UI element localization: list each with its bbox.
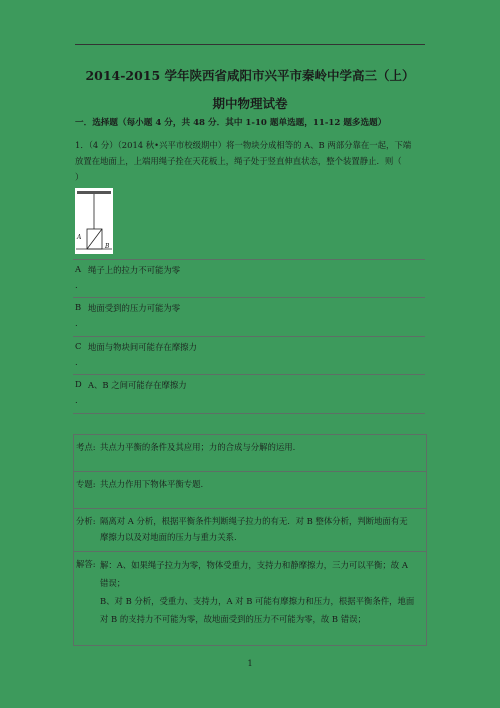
option-dot: . — [75, 280, 78, 290]
fenxi-line: 摩擦力以及对地面的压力与重力关系. — [100, 532, 237, 542]
question-figure — [75, 188, 113, 254]
page-number: 1 — [247, 659, 253, 668]
option-text: 地面受到的压力可能为零 — [88, 303, 181, 313]
jieda-line: B、对 B 分析，受重力、支持力，A 对 B 可能有摩擦力和压力，根据平衡条件，地面 — [100, 596, 415, 606]
jieda-line: 对 B 的支持力不可能为零，故地面受到的压力不可能为零，故 B 错误； — [100, 614, 366, 624]
header-rule — [75, 44, 425, 45]
analysis-row-kaodian — [74, 435, 426, 471]
option-letter: C — [75, 341, 82, 351]
analysis-row-zhuanti — [74, 471, 426, 509]
jieda-line: 解：A、如果绳子拉力为零，物体受重力，支持力和静摩擦力，三力可以平衡；故 A — [100, 560, 408, 570]
option-c[interactable] — [73, 336, 425, 375]
option-d[interactable] — [73, 374, 425, 414]
jieda-line: 错误； — [100, 578, 126, 588]
jieda-text — [100, 556, 424, 628]
option-letter: D — [75, 379, 82, 389]
option-dot: . — [75, 395, 78, 405]
section-heading: 一．选择题（每小题 4 分，共 48 分．其中 1-10 题单选题，11-12 题多选题） — [75, 118, 387, 128]
option-text: 绳子上的拉力不可能为零 — [88, 265, 181, 275]
option-dot: . — [75, 318, 78, 328]
zhuanti-label: 专题: — [76, 479, 96, 489]
block-split-line — [87, 229, 102, 249]
label-b: B — [105, 243, 110, 250]
question-line-2: 放置在地面上，上端用绳子拴在天花板上，绳子处于竖直伸直状态，整个装置静止．则（ — [75, 156, 402, 166]
zhuanti-text: 共点力作用下物体平衡专题. — [100, 479, 204, 489]
analysis-row-jieda — [74, 551, 426, 646]
jieda-label: 解答: — [76, 559, 96, 569]
question-line-3: ） — [75, 172, 84, 182]
question-line-1: 1．（4 分）（2014 秋•兴平市校级期中）将一物块分成相等的 A、B 两部分靠在一起，下端 — [75, 140, 412, 150]
analysis-table — [73, 434, 427, 646]
block-rope-diagram — [75, 188, 113, 254]
fenxi-label: 分析: — [76, 516, 96, 526]
fenxi-line: 隔离对 A 分析，根据平衡条件判断绳子拉力的有无．对 B 整体分析，判断地面有无 — [100, 516, 408, 526]
kaodian-text: 共点力平衡的条件及其应用；力的合成与分解的运用. — [100, 442, 296, 452]
fenxi-text — [100, 513, 424, 545]
kaodian-label: 考点: — [76, 442, 96, 452]
option-a[interactable] — [73, 259, 425, 298]
option-b[interactable] — [73, 297, 425, 336]
page-subtitle: 期中物理试卷 — [212, 96, 288, 111]
analysis-row-fenxi — [74, 508, 426, 552]
question-text — [75, 137, 425, 185]
ceiling — [77, 191, 111, 194]
option-dot: . — [75, 357, 78, 367]
option-letter: B — [75, 302, 82, 312]
page-title: 2014-2015 学年陕西省咸阳市兴平市秦岭中学高三（上） — [85, 68, 415, 83]
option-text: 地面与物块间可能存在摩擦力 — [88, 342, 197, 352]
option-letter: A — [75, 264, 82, 274]
label-a: A — [77, 234, 82, 241]
option-text: A、B 之间可能存在摩擦力 — [88, 380, 187, 390]
